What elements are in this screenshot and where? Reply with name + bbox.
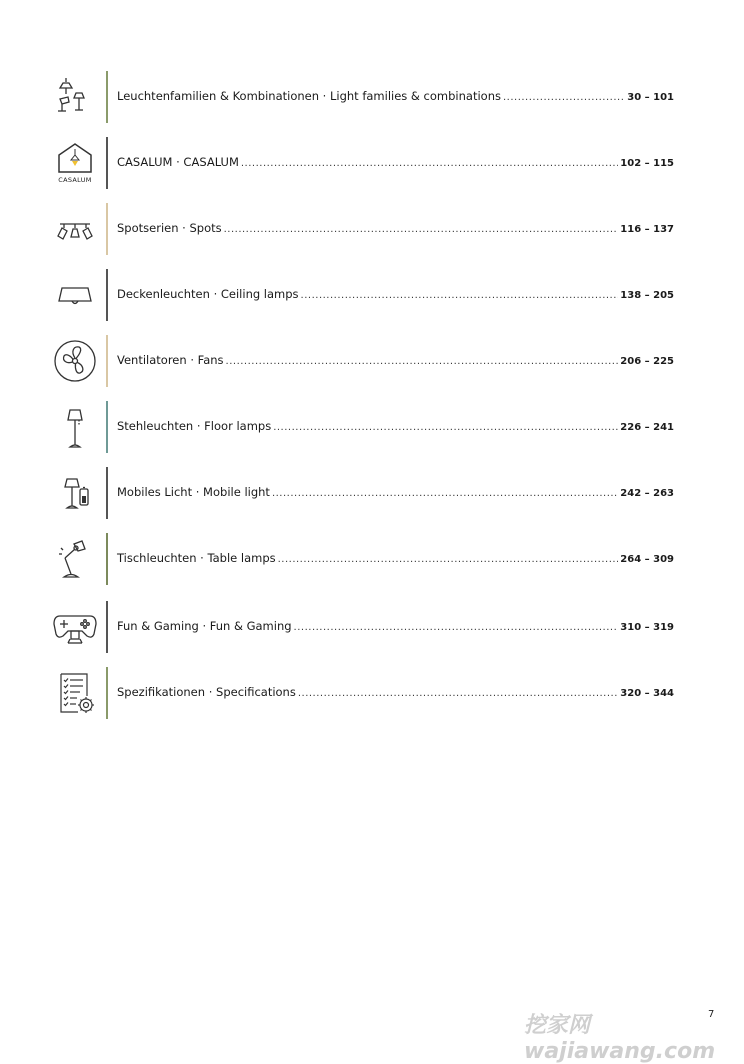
- toc-entry-spots[interactable]: [0, 203, 744, 255]
- dot-leader: [226, 356, 619, 367]
- casalum-logo-icon: [52, 140, 98, 186]
- entry-pages: 138 – 205: [620, 290, 674, 301]
- accent-bar: [106, 269, 108, 321]
- dot-leader: [273, 422, 618, 433]
- dot-leader: [301, 290, 619, 301]
- entry-title: Leuchtenfamilien & Kombinationen · Light families & combinations: [117, 89, 501, 103]
- accent-bar: [106, 601, 108, 653]
- accent-bar: [106, 71, 108, 123]
- entry-title: Deckenleuchten · Ceiling lamps: [117, 287, 299, 301]
- toc-entry-gaming[interactable]: [0, 601, 744, 653]
- accent-bar: [106, 667, 108, 719]
- watermark: 挖家网 wajiawang.com: [524, 1013, 716, 1064]
- entry-pages: 116 – 137: [620, 224, 674, 235]
- dot-leader: [224, 224, 619, 235]
- toc-entry-specifications[interactable]: [0, 667, 744, 719]
- toc-entry-casalum[interactable]: [0, 137, 744, 189]
- entry-pages: 226 – 241: [620, 422, 674, 433]
- entry-title: Fun & Gaming · Fun & Gaming: [117, 619, 292, 633]
- entry-pages: 206 – 225: [620, 356, 674, 367]
- entry-title: Stehleuchten · Floor lamps: [117, 419, 272, 433]
- ceiling-lamp-icon: [52, 272, 98, 318]
- accent-bar: [106, 401, 108, 453]
- accent-bar: [106, 137, 108, 189]
- mobile-light-icon: [52, 470, 98, 516]
- dot-leader: [241, 158, 618, 169]
- toc-entry-mobile[interactable]: [0, 467, 744, 519]
- entry-title: CASALUM · CASALUM: [117, 155, 239, 169]
- dot-leader: [278, 554, 619, 565]
- entry-pages: 320 – 344: [620, 688, 674, 699]
- dot-leader: [298, 688, 618, 699]
- casalum-logo-text: CASALUM: [58, 176, 92, 184]
- dot-leader: [503, 92, 625, 103]
- specifications-icon: [52, 670, 98, 716]
- accent-bar: [106, 203, 108, 255]
- floor-lamp-icon: [52, 404, 98, 450]
- toc-entry-floor[interactable]: [0, 401, 744, 453]
- toc-entry-ceiling[interactable]: [0, 269, 744, 321]
- toc-entry-light-families[interactable]: [0, 71, 744, 123]
- entry-pages: 310 – 319: [620, 622, 674, 633]
- page-number: 7: [708, 1009, 715, 1020]
- gamepad-icon: [52, 604, 98, 650]
- fan-icon: [52, 338, 98, 384]
- entry-title: Tischleuchten · Table lamps: [117, 551, 276, 565]
- table-lamp-icon: [52, 536, 98, 582]
- accent-bar: [106, 335, 108, 387]
- spots-icon: [52, 206, 98, 252]
- entry-title: Spotserien · Spots: [117, 221, 222, 235]
- entry-pages: 242 – 263: [620, 488, 674, 499]
- entry-pages: 30 – 101: [627, 92, 674, 103]
- accent-bar: [106, 467, 108, 519]
- toc-entry-fans[interactable]: [0, 335, 744, 387]
- dot-leader: [294, 622, 619, 633]
- entry-title: Spezifikationen · Specifications: [117, 685, 296, 699]
- entry-pages: 264 – 309: [620, 554, 674, 565]
- accent-bar: [106, 533, 108, 585]
- light-families-icon: [52, 74, 98, 120]
- toc-entry-table[interactable]: [0, 533, 744, 585]
- dot-leader: [272, 488, 618, 499]
- entry-title: Mobiles Licht · Mobile light: [117, 485, 270, 499]
- entry-pages: 102 – 115: [620, 158, 674, 169]
- entry-title: Ventilatoren · Fans: [117, 353, 224, 367]
